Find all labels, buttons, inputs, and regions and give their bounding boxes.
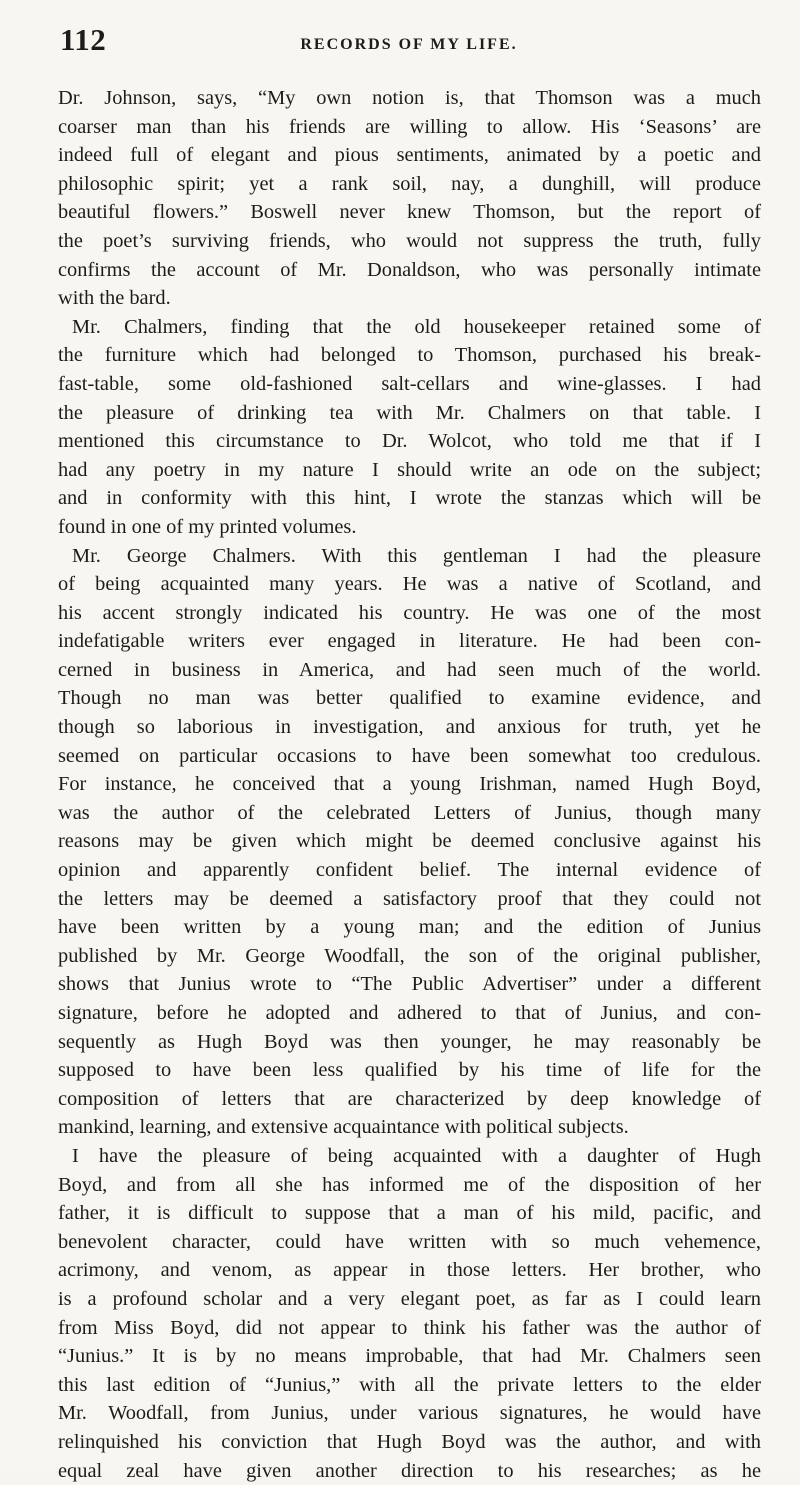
- text-line: the letters may be deemed a satisfactory proof that they could not: [58, 885, 761, 914]
- text-line: confirms the account of Mr. Donaldson, who was personally intimate: [58, 256, 761, 285]
- text-line: of being acquainted many years. He was a native of Scotland, and: [58, 570, 761, 599]
- page-number: 112: [60, 22, 106, 58]
- text-line: Though no man was better qualified to examine evidence, and: [58, 684, 761, 713]
- text-line: is a profound scholar and a very elegant poet, as far as I could learn: [58, 1285, 761, 1314]
- running-head: RECORDS OF MY LIFE.: [60, 36, 758, 54]
- text-line: published by Mr. George Woodfall, the son of the original publisher,: [58, 942, 761, 971]
- text-line: benevolent character, could have written with so much vehemence,: [58, 1228, 761, 1257]
- text-line: had any poetry in my nature I should write an ode on the subject;: [58, 456, 761, 485]
- page-body-text: [58, 84, 761, 1485]
- text-line: indefatigable writers ever engaged in literature. He had been con-: [58, 627, 761, 656]
- text-line: and in conformity with this hint, I wrote the stanzas which will be: [58, 484, 761, 513]
- text-line: acrimony, and venom, as appear in those letters. Her brother, who: [58, 1256, 761, 1285]
- text-line: fast-table, some old-fashioned salt-cellars and wine-glasses. I had: [58, 370, 761, 399]
- text-line: found in one of my printed volumes.: [58, 513, 761, 542]
- text-line: I have the pleasure of being acquainted with a daughter of Hugh: [58, 1142, 761, 1171]
- text-line: composition of letters that are characterized by deep knowledge of: [58, 1085, 761, 1114]
- text-line: shows that Junius wrote to “The Public Advertiser” under a different: [58, 970, 761, 999]
- text-line: the poet’s surviving friends, who would not suppress the truth, fully: [58, 227, 761, 256]
- text-line: with the bard.: [58, 284, 761, 313]
- text-line: supposed to have been less qualified by his time of life for the: [58, 1056, 761, 1085]
- text-line: mentioned this circumstance to Dr. Wolcot, who told me that if I: [58, 427, 761, 456]
- text-line: For instance, he conceived that a young Irishman, named Hugh Boyd,: [58, 770, 761, 799]
- text-line: opinion and apparently confident belief. The internal evidence of: [58, 856, 761, 885]
- text-line: Dr. Johnson, says, “My own notion is, that Thomson was a much: [58, 84, 761, 113]
- text-line: Boyd, and from all she has informed me of the disposition of her: [58, 1171, 761, 1200]
- text-line: have been written by a young man; and the edition of Junius: [58, 913, 761, 942]
- text-line: signature, before he adopted and adhered to that of Junius, and con-: [58, 999, 761, 1028]
- text-line: the pleasure of drinking tea with Mr. Chalmers on that table. I: [58, 399, 761, 428]
- text-line: coarser man than his friends are willing to allow. His ‘Seasons’ are: [58, 113, 761, 142]
- text-line: “Junius.” It is by no means improbable, that had Mr. Chalmers seen: [58, 1342, 761, 1371]
- text-line: Mr. Woodfall, from Junius, under various signatures, he would have: [58, 1399, 761, 1428]
- text-line: from Miss Boyd, did not appear to think his father was the author of: [58, 1314, 761, 1343]
- text-line: cerned in business in America, and had seen much of the world.: [58, 656, 761, 685]
- text-line: mankind, learning, and extensive acquaintance with political subjects.: [58, 1113, 761, 1142]
- text-line: Mr. Chalmers, finding that the old housekeeper retained some of: [58, 313, 761, 342]
- text-line: philosophic spirit; yet a rank soil, nay, a dunghill, will produce: [58, 170, 761, 199]
- text-line: father, it is difficult to suppose that a man of his mild, pacific, and: [58, 1199, 761, 1228]
- text-line: seemed on particular occasions to have been somewhat too credulous.: [58, 742, 761, 771]
- text-line: was the author of the celebrated Letters of Junius, though many: [58, 799, 761, 828]
- text-line: Mr. George Chalmers. With this gentleman I had the pleasure: [58, 542, 761, 571]
- text-line: reasons may be given which might be deemed conclusive against his: [58, 827, 761, 856]
- text-line: indeed full of elegant and pious sentiments, animated by a poetic and: [58, 141, 761, 170]
- text-line: relinquished his conviction that Hugh Boyd was the author, and with: [58, 1428, 761, 1457]
- text-line: the furniture which had belonged to Thomson, purchased his break-: [58, 341, 761, 370]
- page-header: [60, 22, 758, 62]
- text-line: equal zeal have given another direction to his researches; as he: [58, 1457, 761, 1485]
- text-line: this last edition of “Junius,” with all the private letters to the elder: [58, 1371, 761, 1400]
- text-line: though so laborious in investigation, and anxious for truth, yet he: [58, 713, 761, 742]
- text-line: sequently as Hugh Boyd was then younger, he may reasonably be: [58, 1028, 761, 1057]
- text-line: beautiful flowers.” Boswell never knew Thomson, but the report of: [58, 198, 761, 227]
- text-line: his accent strongly indicated his country. He was one of the most: [58, 599, 761, 628]
